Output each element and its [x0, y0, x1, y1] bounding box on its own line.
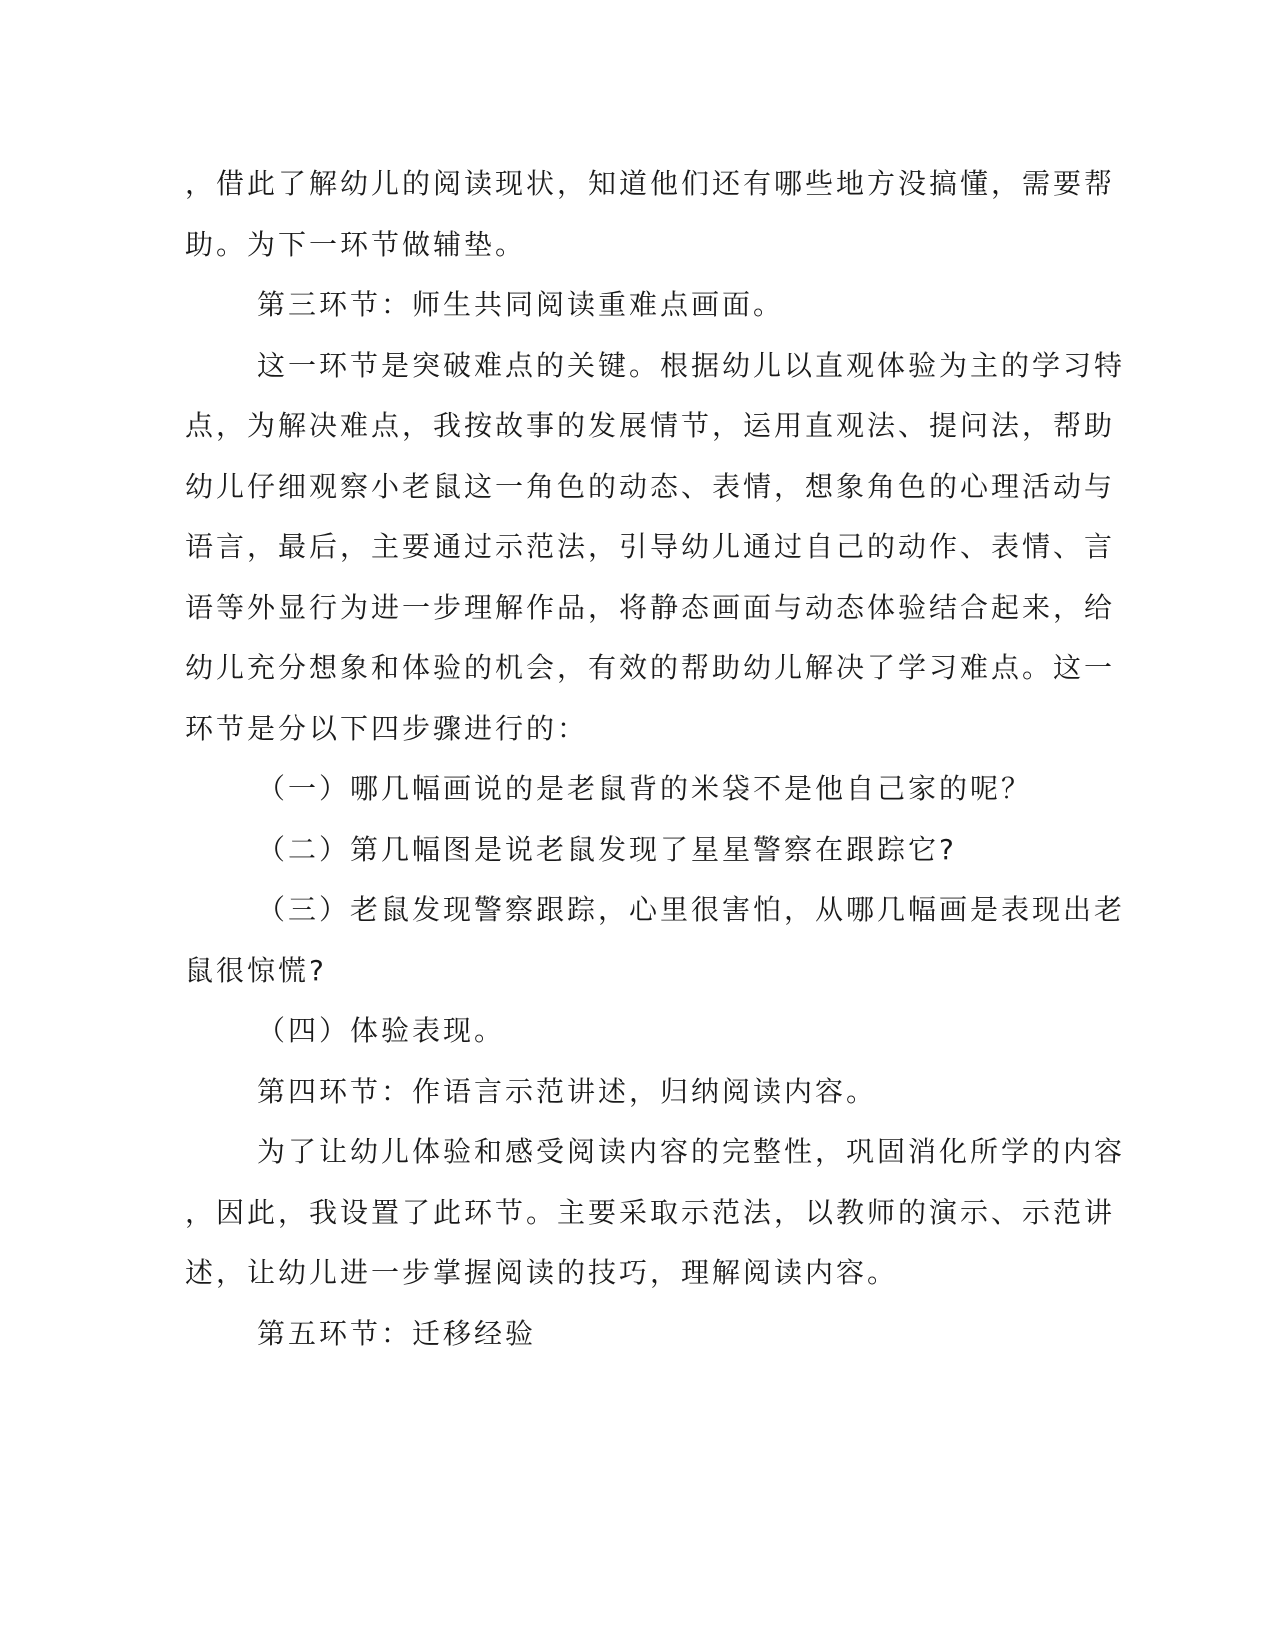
text-line: 点，为解决难点，我按故事的发展情节，运用直观法、提问法，帮助 — [185, 409, 1116, 442]
document-body — [185, 154, 1126, 1364]
step-item-1: （一）哪几幅画说的是老鼠背的米袋不是他自己家的呢？ — [257, 772, 1033, 805]
text-line: 语言，最后，主要通过示范法，引导幼儿通过自己的动作、表情、言 — [185, 530, 1116, 563]
text-line: ，借此了解幼儿的阅读现状，知道他们还有哪些地方没搞懂，需要帮 — [185, 167, 1116, 200]
text-line: 这一环节是突破难点的关键。根据幼儿以直观体验为主的学习特 — [257, 348, 1126, 382]
text-line: 助。为下一环节做辅垫。 — [185, 227, 527, 261]
text-line: 述，让幼儿进一步掌握阅读的技巧，理解阅读内容。 — [185, 1256, 899, 1289]
section-heading-4: 第四环节：作语言示范讲述，归纳阅读内容。 — [257, 1074, 878, 1108]
text-line: 幼儿充分想象和体验的机会，有效的帮助幼儿解决了学习难点。这一 — [185, 651, 1116, 684]
step-item-4: （四）体验表现。 — [257, 1014, 506, 1047]
section-heading-3: 第三环节：师生共同阅读重难点画面。 — [257, 288, 785, 321]
text-line: 幼儿仔细观察小老鼠这一角色的动态、表情，想象角色的心理活动与 — [185, 469, 1116, 503]
text-line: 为了让幼儿体验和感受阅读内容的完整性，巩固消化所学的内容 — [257, 1135, 1126, 1168]
text-line: 语等外显行为进一步理解作品，将静态画面与动态体验结合起来，给 — [185, 590, 1116, 624]
step-item-2: （二）第几幅图是说老鼠发现了星星警察在跟踪它? — [257, 832, 957, 866]
text-line: ，因此，我设置了此环节。主要采取示范法，以教师的演示、示范讲 — [185, 1195, 1116, 1229]
text-line: 鼠很惊慌? — [185, 953, 327, 987]
step-item-3: （三）老鼠发现警察跟踪，心里很害怕，从哪几幅画是表现出老 — [257, 893, 1126, 926]
section-heading-5: 第五环节：迁移经验 — [257, 1316, 537, 1350]
text-line: 环节是分以下四步骤进行的： — [185, 711, 589, 745]
